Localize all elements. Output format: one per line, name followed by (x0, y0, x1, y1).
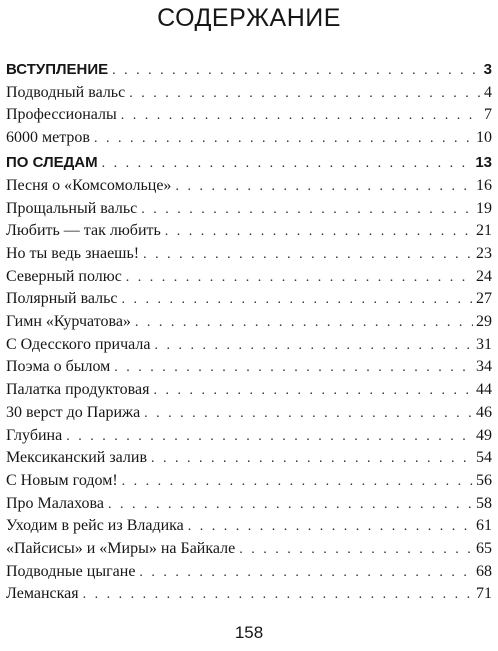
toc-row (6, 222, 492, 245)
toc-page-number: 56 (476, 471, 492, 489)
toc-dot-leader (114, 360, 473, 376)
toc-entry-title: Песня о «Комсомольце» (6, 176, 172, 194)
toc-page-number: 29 (476, 313, 492, 331)
toc-entry-title: Глубина (6, 426, 63, 444)
toc-row (6, 495, 492, 518)
toc-dot-leader (122, 474, 473, 490)
toc-dot-leader (139, 565, 473, 581)
toc-row (6, 472, 492, 495)
toc-row (6, 336, 492, 359)
toc-dot-leader (175, 179, 473, 195)
toc-dot-leader (66, 429, 473, 445)
toc-dot-leader (112, 63, 481, 79)
toc-row (6, 290, 492, 313)
toc-entry-title: 6000 метров (6, 129, 90, 147)
toc-section-title: ВСТУПЛЕНИЕ (6, 61, 109, 78)
toc-dot-leader (135, 315, 473, 331)
toc-dot-leader (143, 247, 473, 263)
toc-row (6, 427, 492, 450)
toc-dot-leader (188, 519, 473, 535)
toc-section-row (6, 61, 492, 84)
toc-page-number: 10 (476, 129, 492, 147)
toc-entry-title: Поэма о былом (6, 358, 111, 376)
toc-dot-leader (126, 270, 473, 286)
toc-dot-leader (151, 451, 473, 467)
toc-page-number: 61 (476, 517, 492, 535)
toc-page-number: 46 (476, 403, 492, 421)
toc-entry-title: Подводный вальс (6, 83, 126, 101)
toc-entry-title: Гимн «Курчатова» (6, 313, 131, 331)
toc-row (6, 404, 492, 427)
toc-entry-title: Полярный вальс (6, 290, 118, 308)
page-title: СОДЕРЖАНИЕ (157, 4, 341, 32)
toc-entry-title: Но ты ведь знаешь! (6, 245, 140, 262)
toc-row (6, 381, 492, 404)
toc-dot-leader (165, 224, 473, 240)
toc-entry-title: Северный полюс (6, 267, 122, 285)
toc-page-number: 23 (476, 245, 492, 262)
toc-dot-leader (239, 542, 473, 558)
toc-entry-title: Уходим в рейс из Владика (6, 517, 184, 535)
toc-row (6, 358, 492, 381)
toc-entry-title: «Пайсисы» и «Миры» на Байкале (6, 539, 236, 557)
toc-row (6, 200, 492, 223)
page-number: 158 (234, 623, 264, 642)
toc-page-number: 31 (476, 335, 492, 353)
toc-row (6, 313, 492, 336)
toc-row (6, 563, 492, 586)
toc-entry-title: Любить — так любить (6, 222, 161, 240)
toc-entry-title: С Новым годом! (6, 471, 118, 489)
toc-page-number: 44 (476, 381, 492, 399)
toc-row (6, 517, 492, 540)
toc-page-number: 16 (476, 176, 492, 194)
toc-dot-leader (141, 202, 473, 218)
toc-section-title: ПО СЛЕДАМ (6, 154, 98, 172)
toc-page-number: 7 (484, 106, 492, 124)
toc-row (6, 177, 492, 200)
toc-row (6, 129, 492, 152)
toc-dot-leader (154, 338, 473, 354)
toc-dot-leader (108, 497, 473, 513)
toc-entry-title: Прощальный вальс (6, 199, 138, 217)
toc-entry-title: С Одесского причала (6, 335, 151, 353)
toc-dot-leader (94, 131, 473, 147)
toc-page-number: 21 (476, 222, 492, 240)
toc-page-number: 65 (476, 539, 492, 557)
toc-dot-leader (122, 292, 473, 308)
toc-row (6, 84, 492, 107)
toc-dot-leader (83, 587, 473, 603)
toc-entry-title: Палатка продуктовая (6, 381, 150, 399)
toc-dot-leader (144, 406, 473, 422)
toc-row (6, 540, 492, 563)
toc-page-number: 19 (476, 199, 492, 217)
toc-row (6, 268, 492, 291)
toc-page-number: 58 (476, 494, 492, 512)
toc-entry-title: Леманская (6, 585, 79, 603)
toc-dot-leader (121, 108, 481, 124)
toc-row (6, 449, 492, 472)
toc-page-number: 27 (476, 290, 492, 308)
toc-dot-leader (153, 383, 473, 399)
toc-page-number: 49 (476, 426, 492, 444)
toc-page-number: 68 (476, 562, 492, 580)
toc-entry-title: Мексиканский залив (6, 449, 148, 467)
toc-page-number: 4 (484, 83, 492, 101)
toc-page-number: 13 (475, 154, 492, 172)
toc-row (6, 106, 492, 129)
toc-page-number: 3 (483, 61, 492, 78)
table-of-contents (6, 61, 492, 608)
toc-page-number: 34 (476, 358, 492, 376)
toc-dot-leader (102, 156, 473, 172)
toc-page-number: 24 (476, 267, 492, 285)
toc-page-number: 54 (476, 449, 492, 467)
toc-entry-title: Подводные цыгане (6, 562, 136, 580)
toc-entry-title: 30 верст до Парижа (6, 403, 141, 421)
toc-entry-title: Профессионалы (6, 106, 117, 124)
toc-row (6, 245, 492, 268)
toc-page-number: 71 (476, 585, 492, 603)
toc-dot-leader (129, 86, 481, 102)
toc-row (6, 585, 492, 608)
toc-section-row (6, 154, 492, 177)
toc-entry-title: Про Малахова (6, 494, 104, 512)
